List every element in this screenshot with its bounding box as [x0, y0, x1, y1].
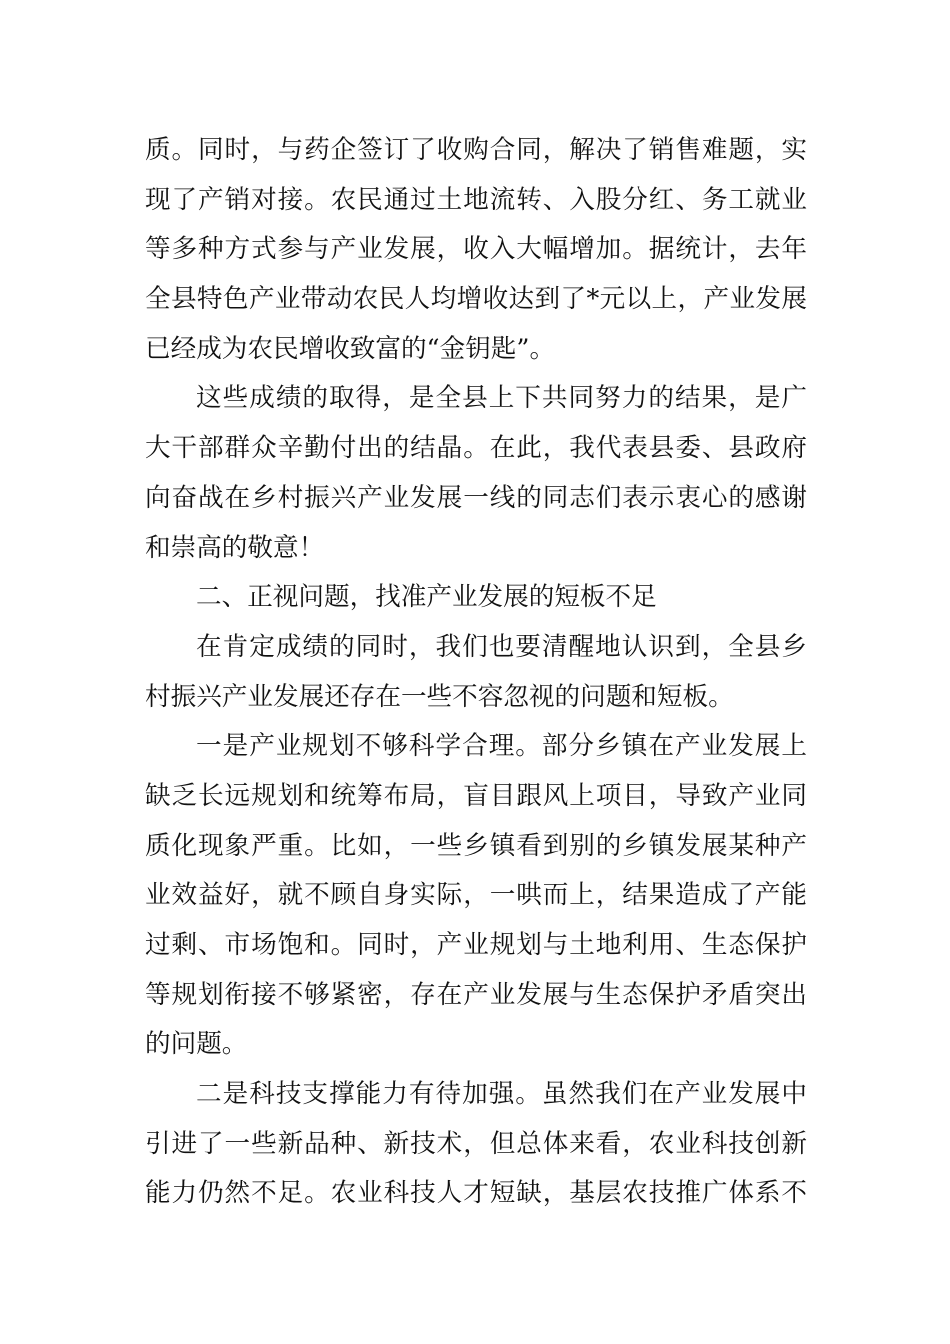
text-line: 二是科技支撑能力有待加强。虽然我们在产业发展中	[196, 1079, 807, 1110]
text-line: 全县特色产业带动农民人均增收达到了*元以上，产业发展	[145, 284, 807, 315]
section-heading	[145, 573, 807, 623]
text-line: 质化现象严重。比如，一些乡镇看到别的乡镇发展某种产	[145, 830, 807, 861]
paragraph	[145, 1070, 807, 1219]
text-line: 等多种方式参与产业发展，收入大幅增加。据统计，去年	[145, 234, 807, 265]
paragraph	[145, 722, 807, 1070]
text-line: 过剩、市场饱和。同时，产业规划与土地利用、生态保护	[145, 930, 807, 960]
text-line: 引进了一些新品种、新技术，但总体来看，农业科技创新	[145, 1128, 807, 1159]
text-line: 现了产销对接。农民通过土地流转、入股分红、务工就业	[145, 184, 807, 215]
paragraph	[145, 126, 807, 374]
text-line: 缺乏长远规划和统筹布局，盲目跟风上项目，导致产业同	[145, 780, 807, 811]
paragraph	[145, 623, 807, 722]
text-line: 向奋战在乡村振兴产业发展一线的同志们表示衷心的感谢	[145, 482, 807, 513]
paragraph	[145, 374, 807, 573]
text-line: 和崇高的敬意！	[145, 532, 325, 563]
text-line: 村振兴产业发展还存在一些不容忽视的问题和短板。	[145, 681, 734, 712]
text-line: 的问题。	[145, 1029, 248, 1060]
text-line: 在肯定成绩的同时，我们也要清醒地认识到，全县乡	[196, 631, 807, 662]
text-line: 能力仍然不足。农业科技人才短缺，基层农技推广体系不	[145, 1178, 807, 1209]
text-line: 这些成绩的取得，是全县上下共同努力的结果，是广	[196, 383, 807, 414]
text-line: 等规划衔接不够紧密，存在产业发展与生态保护矛盾突出	[145, 979, 807, 1010]
document-body	[145, 126, 807, 1219]
text-line: 一是产业规划不够科学合理。部分乡镇在产业发展上	[196, 731, 807, 762]
text-line: 大干部群众辛勤付出的结晶。在此，我代表县委、县政府	[145, 433, 807, 464]
text-line: 业效益好，就不顾自身实际，一哄而上，结果造成了产能	[145, 880, 807, 911]
text-line: 质。同时，与药企签订了收购合同，解决了销售难题，实	[145, 135, 807, 165]
text-line: 已经成为农民增收致富的“金钥匙”。	[145, 333, 556, 364]
heading-text: 二、正视问题，找准产业发展的短板不足	[196, 582, 657, 613]
